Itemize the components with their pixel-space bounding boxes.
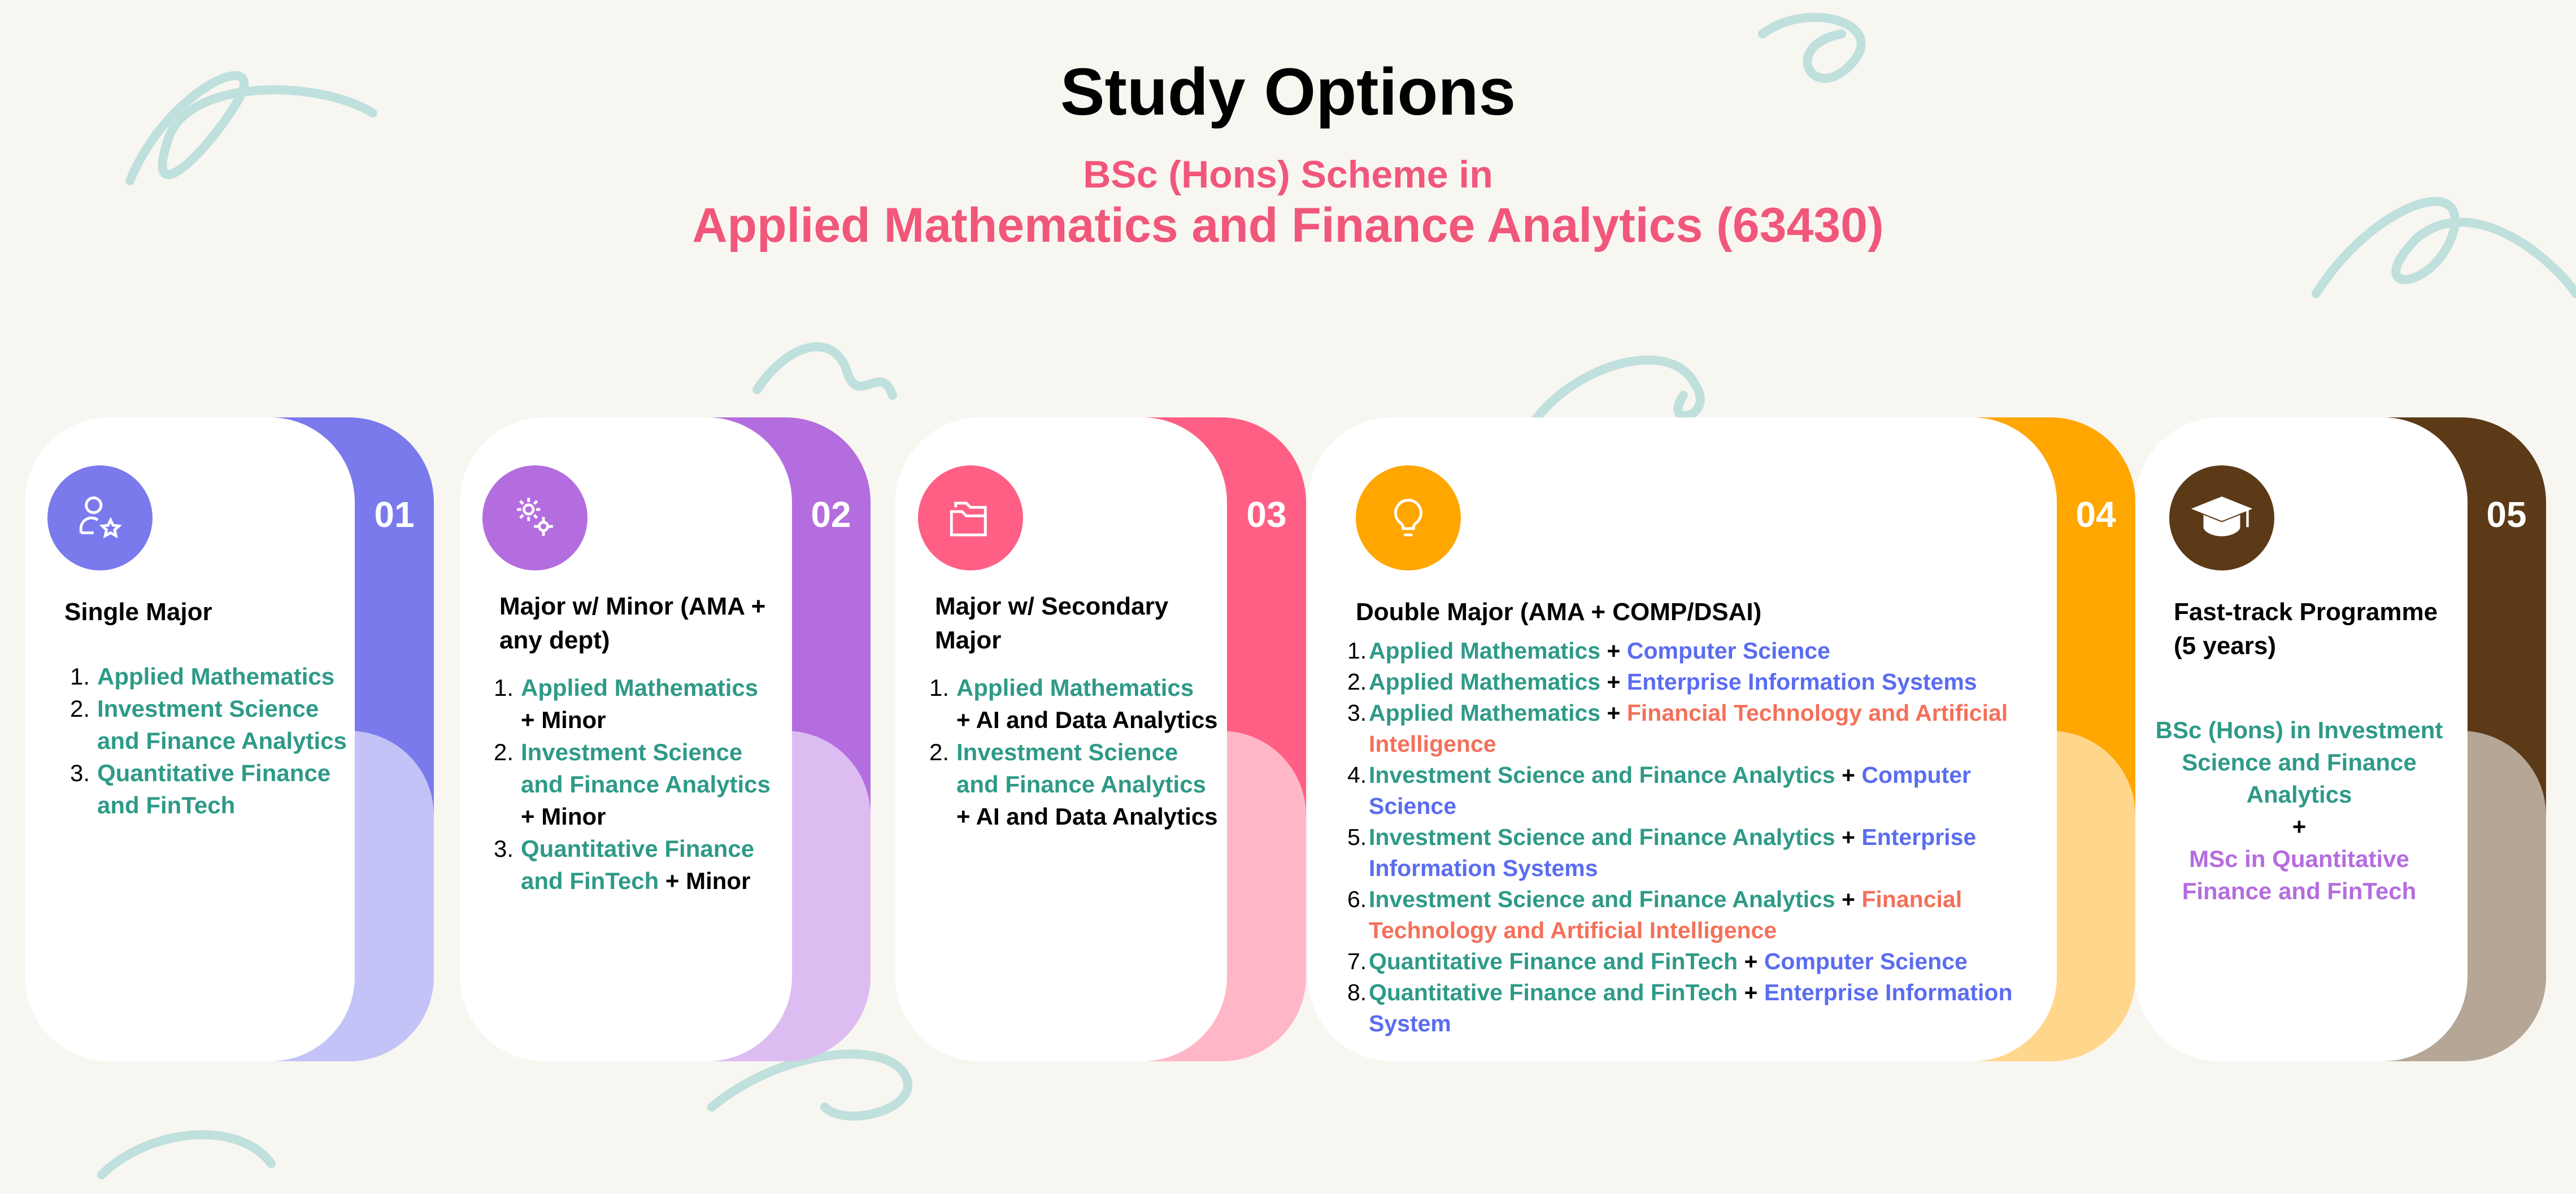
double-major-item: 6. Investment Science and Finance Analytics + Financial Technology and Artificial Intelligence bbox=[1347, 886, 1963, 943]
card-title: Double Major (AMA + COMP/DSAI) bbox=[1356, 598, 1762, 626]
bsc-programme: BSc (Hons) in Investment Science and Finance Analytics bbox=[2155, 717, 2443, 808]
lightbulb-icon bbox=[1356, 465, 1461, 570]
list-item: 3. Quantitative Finance and FinTech bbox=[70, 760, 331, 818]
list-item: 1. Applied Mathematics bbox=[70, 663, 335, 690]
list-item: 1. Applied Mathematics + AI and Data Analytics bbox=[929, 674, 1218, 733]
gears-icon bbox=[482, 465, 588, 570]
option-number: 04 bbox=[2075, 494, 2116, 535]
study-option-card-single-major bbox=[25, 417, 434, 1061]
double-major-item: 5. Investment Science and Finance Analytics + Enterprise Information Systems bbox=[1347, 824, 1977, 881]
msc-programme: MSc in Quantitative Finance and FinTech bbox=[2182, 846, 2417, 904]
list-item: 2. Investment Science and Finance Analytics bbox=[70, 695, 347, 754]
list-item: 2. Investment Science and Finance Analytics + AI and Data Analytics bbox=[929, 739, 1218, 830]
card-title: Single Major bbox=[64, 598, 212, 626]
card-title: Fast-track Programme (5 years) bbox=[2174, 598, 2438, 660]
option-number: 02 bbox=[811, 494, 851, 535]
card-title: Major w/ Minor (AMA + any dept) bbox=[499, 592, 766, 654]
option-number: 05 bbox=[2486, 494, 2527, 535]
card-title: Major w/ Secondary Major bbox=[935, 592, 1169, 654]
option-number: 03 bbox=[1246, 494, 1287, 535]
double-major-item: 4. Investment Science and Finance Analytics + Computer Science bbox=[1347, 762, 1971, 819]
study-option-card-secondary-major bbox=[895, 417, 1306, 1061]
study-option-card-fast-track bbox=[2135, 417, 2546, 1061]
list-item: 2. Investment Science and Finance Analytics + Minor bbox=[494, 739, 771, 830]
double-major-item: 7. Quantitative Finance and FinTech + Computer Science bbox=[1347, 948, 1968, 974]
list-item: 3. Quantitative Finance and FinTech + Minor bbox=[494, 835, 755, 894]
double-major-item: 2. Applied Mathematics + Enterprise Information Systems bbox=[1347, 669, 1977, 695]
list-item: 1. Applied Mathematics + Minor bbox=[494, 674, 759, 733]
plus-sign: + bbox=[2292, 813, 2307, 840]
double-major-item: 3. Applied Mathematics + Financial Technology and Artificial Intelligence bbox=[1347, 700, 2008, 757]
page-subtitle: BSc (Hons) Scheme in bbox=[1083, 153, 1493, 196]
folder-icon bbox=[918, 465, 1023, 570]
page-title: Study Options bbox=[1060, 55, 1516, 129]
programme-name: Applied Mathematics and Finance Analytics (63430) bbox=[692, 198, 1884, 252]
double-major-item: 1. Applied Mathematics + Computer Science bbox=[1347, 638, 1830, 664]
study-option-card-double-major bbox=[1308, 417, 2135, 1061]
graduation-cap-icon bbox=[2169, 465, 2274, 570]
option-number: 01 bbox=[374, 494, 415, 535]
study-option-card-major-minor bbox=[460, 417, 871, 1061]
double-major-item: 8. Quantitative Finance and FinTech + Enterprise Information System bbox=[1347, 979, 2013, 1036]
user-star-icon bbox=[47, 465, 153, 570]
